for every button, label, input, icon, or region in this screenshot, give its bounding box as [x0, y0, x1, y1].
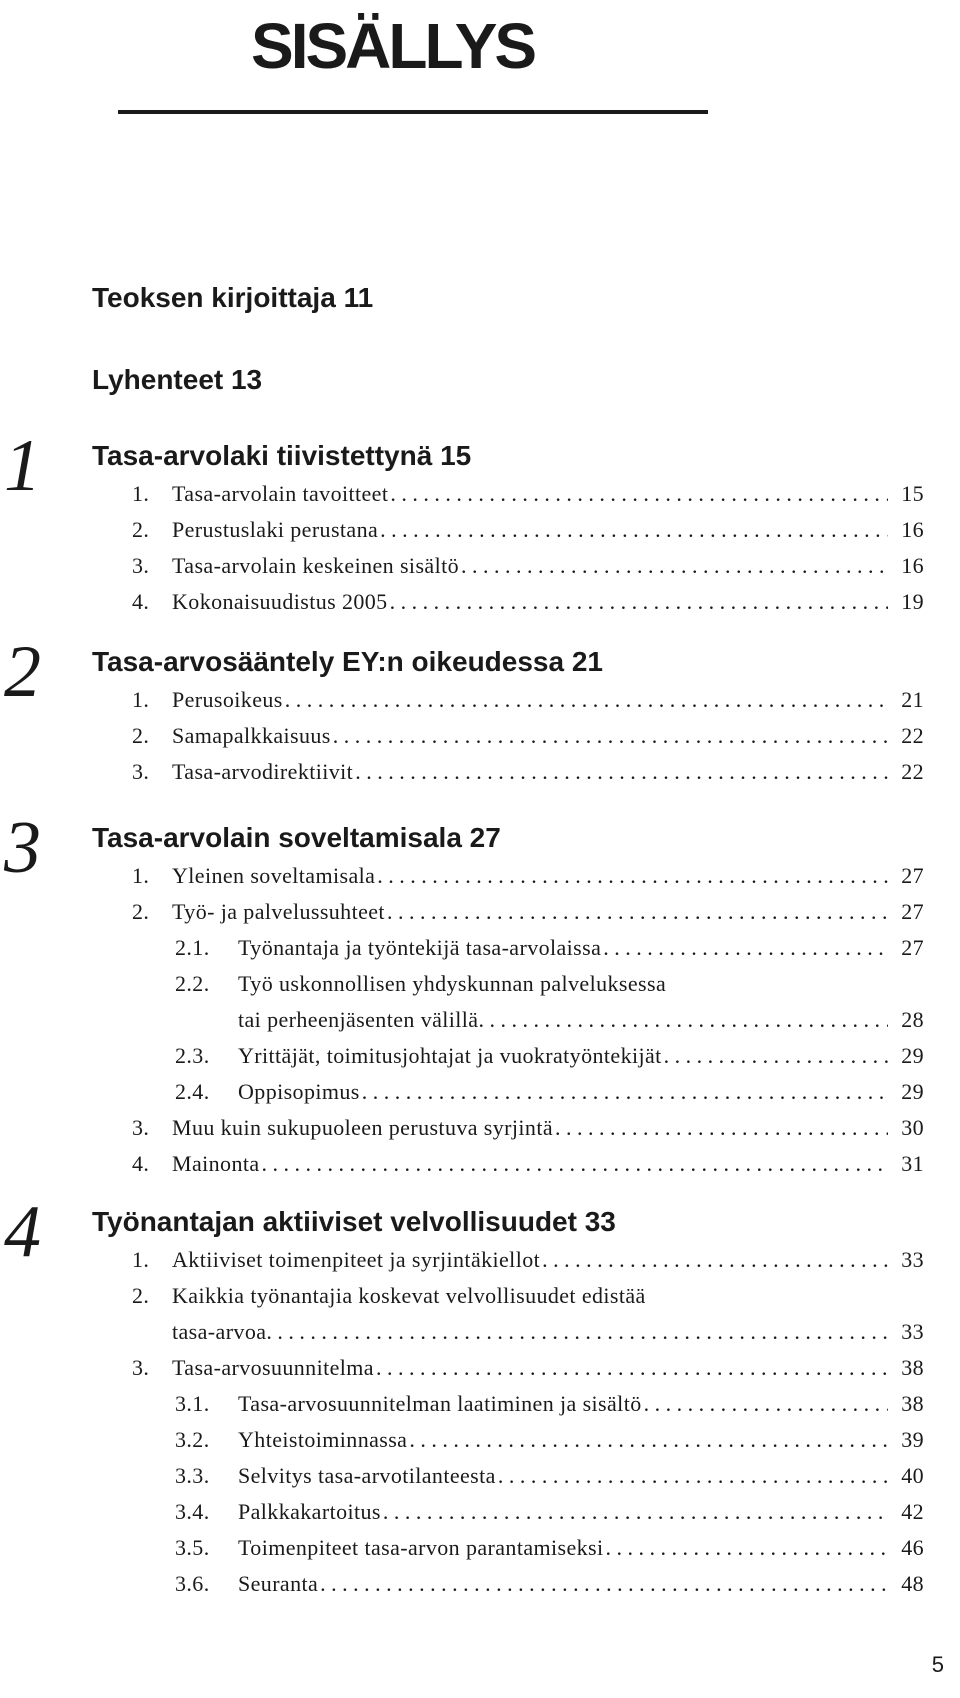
entry-number: 2.: [132, 723, 150, 748]
chapter-title: Työnantajan aktiiviset velvollisuudet 33: [92, 1206, 616, 1237]
entry-page: 38: [901, 1355, 924, 1380]
entry-number: 3.: [132, 1115, 150, 1140]
entry-page: 33: [901, 1247, 924, 1272]
entry-number: 2.: [132, 1283, 150, 1308]
toc-entry[interactable]: [0, 548, 960, 584]
entry-number: 1.: [132, 481, 150, 506]
entry-line: [172, 1146, 924, 1182]
entry-line: [238, 1530, 924, 1566]
toc-entry[interactable]: [0, 1002, 960, 1038]
entry-title: Mainonta: [172, 1151, 260, 1176]
entry-line: [238, 1074, 924, 1110]
entry-title: Oppisopimus: [238, 1079, 360, 1104]
entry-page: 19: [901, 589, 924, 614]
toc-entry[interactable]: [0, 966, 960, 1002]
entry-line: [172, 548, 924, 584]
dot-leader: [390, 584, 888, 620]
entry-line: [172, 1350, 924, 1386]
chapter-title: Tasa-arvosääntely EY:n oikeudessa 21: [92, 646, 603, 677]
dot-leader: [461, 548, 888, 584]
entry-line: [238, 1038, 924, 1074]
toc-entry[interactable]: [0, 930, 960, 966]
entry-page: 15: [901, 481, 924, 506]
entry-number: 3.: [132, 759, 150, 784]
entry-page: 22: [901, 759, 924, 784]
dot-leader: [362, 1074, 888, 1110]
entry-line: [238, 1494, 924, 1530]
dot-leader: [383, 1494, 888, 1530]
entry-title: Kaikkia työnantajia koskevat velvollisuudet edistää: [172, 1283, 646, 1308]
entry-page: 39: [901, 1427, 924, 1452]
entry-line: [172, 1242, 924, 1278]
dot-leader: [266, 1314, 888, 1350]
chapter-number: 3: [4, 807, 41, 889]
entry-number: 2.2.: [175, 971, 210, 996]
entry-number: 3.: [132, 1355, 150, 1380]
page-number: 5: [931, 1652, 944, 1677]
entry-title: Samapalkkaisuus: [172, 723, 331, 748]
entry-title: Selvitys tasa-arvotilanteesta: [238, 1463, 496, 1488]
dot-leader: [376, 1350, 888, 1386]
toc-entry[interactable]: [0, 512, 960, 548]
toc-entry[interactable]: [0, 718, 960, 754]
entry-line: [238, 1386, 924, 1422]
entry-number: 1.: [132, 687, 150, 712]
entry-number: 2.4.: [175, 1079, 210, 1104]
dot-leader: [603, 930, 888, 966]
entry-line: [172, 894, 924, 930]
dot-leader: [285, 682, 888, 718]
dot-leader: [542, 1242, 888, 1278]
entry-number: 3.3.: [175, 1463, 210, 1488]
dot-leader: [262, 1146, 888, 1182]
dot-leader: [333, 718, 888, 754]
entry-page: 48: [901, 1571, 924, 1596]
entry-page: 40: [901, 1463, 924, 1488]
toc-entry[interactable]: [0, 1458, 960, 1494]
entry-line: [238, 1002, 924, 1038]
toc-entry[interactable]: [0, 1242, 960, 1278]
entry-title: Toimenpiteet tasa-arvon parantamiseksi: [238, 1535, 604, 1560]
dot-leader: [355, 754, 888, 790]
entry-line: [238, 930, 924, 966]
chapter-title: Tasa-arvolaki tiivistettynä 15: [92, 440, 472, 471]
title-rule: [118, 110, 708, 114]
dot-leader: [409, 1422, 888, 1458]
dot-leader: [606, 1530, 888, 1566]
toc-entry[interactable]: [0, 682, 960, 718]
entry-line: [172, 584, 924, 620]
entry-page: 29: [901, 1079, 924, 1104]
toc-entry[interactable]: [0, 1314, 960, 1350]
dot-leader: [380, 512, 888, 548]
entry-number: 3.1.: [175, 1391, 210, 1416]
entry-title: Työ uskonnollisen yhdyskunnan palveluksessa: [238, 971, 667, 996]
entry-line: [172, 682, 924, 718]
entry-line: [238, 966, 668, 1002]
entry-title: Yhteistoiminnassa: [238, 1427, 408, 1452]
entry-title: tasa-arvoa: [172, 1319, 267, 1344]
entry-title: Yleinen soveltamisala: [172, 863, 376, 888]
toc-entry[interactable]: [0, 858, 960, 894]
entry-title: Perustuslaki perustana: [172, 517, 379, 542]
entry-title: Seuranta: [238, 1571, 319, 1596]
entry-page: 31: [901, 1151, 924, 1176]
entry-line: [172, 858, 924, 894]
entry-title: Tasa-arvosuunnitelma: [172, 1355, 374, 1380]
toc-entry[interactable]: [0, 1074, 960, 1110]
toc-entry[interactable]: [0, 1146, 960, 1182]
entry-number: 1.: [132, 1247, 150, 1272]
entry-line: [172, 718, 924, 754]
entry-number: 2.3.: [175, 1043, 210, 1068]
entry-line: [172, 754, 924, 790]
dot-leader: [555, 1110, 888, 1146]
chapter-number: 2: [4, 631, 41, 713]
toc-entry[interactable]: [0, 754, 960, 790]
toc-entry[interactable]: [0, 1494, 960, 1530]
toc-entry[interactable]: [0, 1530, 960, 1566]
chapter-entries: [0, 682, 960, 790]
toc-entry[interactable]: [0, 1038, 960, 1074]
dot-leader: [390, 476, 888, 512]
dot-leader: [644, 1386, 888, 1422]
entry-page: 29: [901, 1043, 924, 1068]
dot-leader: [377, 858, 888, 894]
toc-entry[interactable]: [0, 1278, 960, 1314]
entry-number: 2.1.: [175, 935, 210, 960]
entry-title: Aktiiviset toimenpiteet ja syrjintäkiellot: [172, 1247, 541, 1272]
entry-number: 3.5.: [175, 1535, 210, 1560]
chapter-number: 4: [4, 1191, 41, 1273]
entry-number: 1.: [132, 863, 150, 888]
entry-line: [172, 512, 924, 548]
front-matter-authors: Teoksen kirjoittaja 11: [92, 282, 374, 313]
entry-line: [172, 1110, 924, 1146]
toc-entry[interactable]: [0, 1350, 960, 1386]
page-title: SISÄLLYS: [251, 10, 535, 82]
chapter-entries: [0, 1242, 960, 1602]
entry-number: 3.2.: [175, 1427, 210, 1452]
toc-entry[interactable]: [0, 476, 960, 512]
entry-number: 4.: [132, 1151, 150, 1176]
front-matter-abbreviations: Lyhenteet 13: [92, 364, 263, 395]
toc-entry[interactable]: [0, 584, 960, 620]
toc-entry[interactable]: [0, 1110, 960, 1146]
entry-page: 16: [901, 517, 924, 542]
entry-line: [172, 1278, 648, 1314]
toc-entry[interactable]: [0, 1386, 960, 1422]
entry-title: Tasa-arvodirektiivit: [172, 759, 354, 784]
entry-number: 3.6.: [175, 1571, 210, 1596]
toc-entry[interactable]: [0, 1422, 960, 1458]
entry-title: Tasa-arvolain keskeinen sisältö: [172, 553, 459, 578]
entry-page: 27: [901, 935, 924, 960]
entry-title: Yrittäjät, toimitusjohtajat ja vuokratyöntekijät: [238, 1043, 662, 1068]
entry-page: 28: [901, 1007, 924, 1032]
toc-entry[interactable]: [0, 894, 960, 930]
entry-number: 2.: [132, 899, 150, 924]
entry-title: Työ- ja palvelussuhteet: [172, 899, 385, 924]
entry-page: 38: [901, 1391, 924, 1416]
entry-line: [238, 1458, 924, 1494]
entry-number: 3.4.: [175, 1499, 210, 1524]
entry-number: 4.: [132, 589, 150, 614]
chapter-number: 1: [4, 425, 41, 507]
entry-line: [172, 1314, 924, 1350]
entry-page: 46: [901, 1535, 924, 1560]
chapter-title: Tasa-arvolain soveltamisala 27: [92, 822, 501, 853]
chapter-entries: [0, 476, 960, 620]
entry-title: Muu kuin sukupuoleen perustuva syrjintä: [172, 1115, 553, 1140]
entry-title: Tasa-arvosuunnitelman laatiminen ja sisältö: [238, 1391, 642, 1416]
entry-page: 33: [901, 1319, 924, 1344]
entry-page: 22: [901, 723, 924, 748]
entry-number: 2.: [132, 517, 150, 542]
entry-page: 21: [901, 687, 924, 712]
entry-page: 27: [901, 899, 924, 924]
entry-line: [238, 1422, 924, 1458]
chapter-entries: [0, 858, 960, 1182]
dot-leader: [478, 1002, 888, 1038]
toc-entry[interactable]: [0, 1566, 960, 1602]
entry-title: Perusoikeus: [172, 687, 283, 712]
entry-title: Palkkakartoitus: [238, 1499, 381, 1524]
entry-line: [238, 1566, 924, 1602]
dot-leader: [320, 1566, 888, 1602]
entry-title: tai perheenjäsenten välillä: [238, 1007, 479, 1032]
entry-page: 30: [901, 1115, 924, 1140]
dot-leader: [387, 894, 888, 930]
entry-page: 27: [901, 863, 924, 888]
entry-page: 16: [901, 553, 924, 578]
entry-title: Työnantaja ja työntekijä tasa-arvolaissa: [238, 935, 602, 960]
entry-title: Kokonaisuudistus 2005: [172, 589, 388, 614]
entry-page: 42: [901, 1499, 924, 1524]
entry-line: [172, 476, 924, 512]
dot-leader: [664, 1038, 888, 1074]
dot-leader: [498, 1458, 888, 1494]
entry-title: Tasa-arvolain tavoitteet: [172, 481, 389, 506]
entry-number: 3.: [132, 553, 150, 578]
